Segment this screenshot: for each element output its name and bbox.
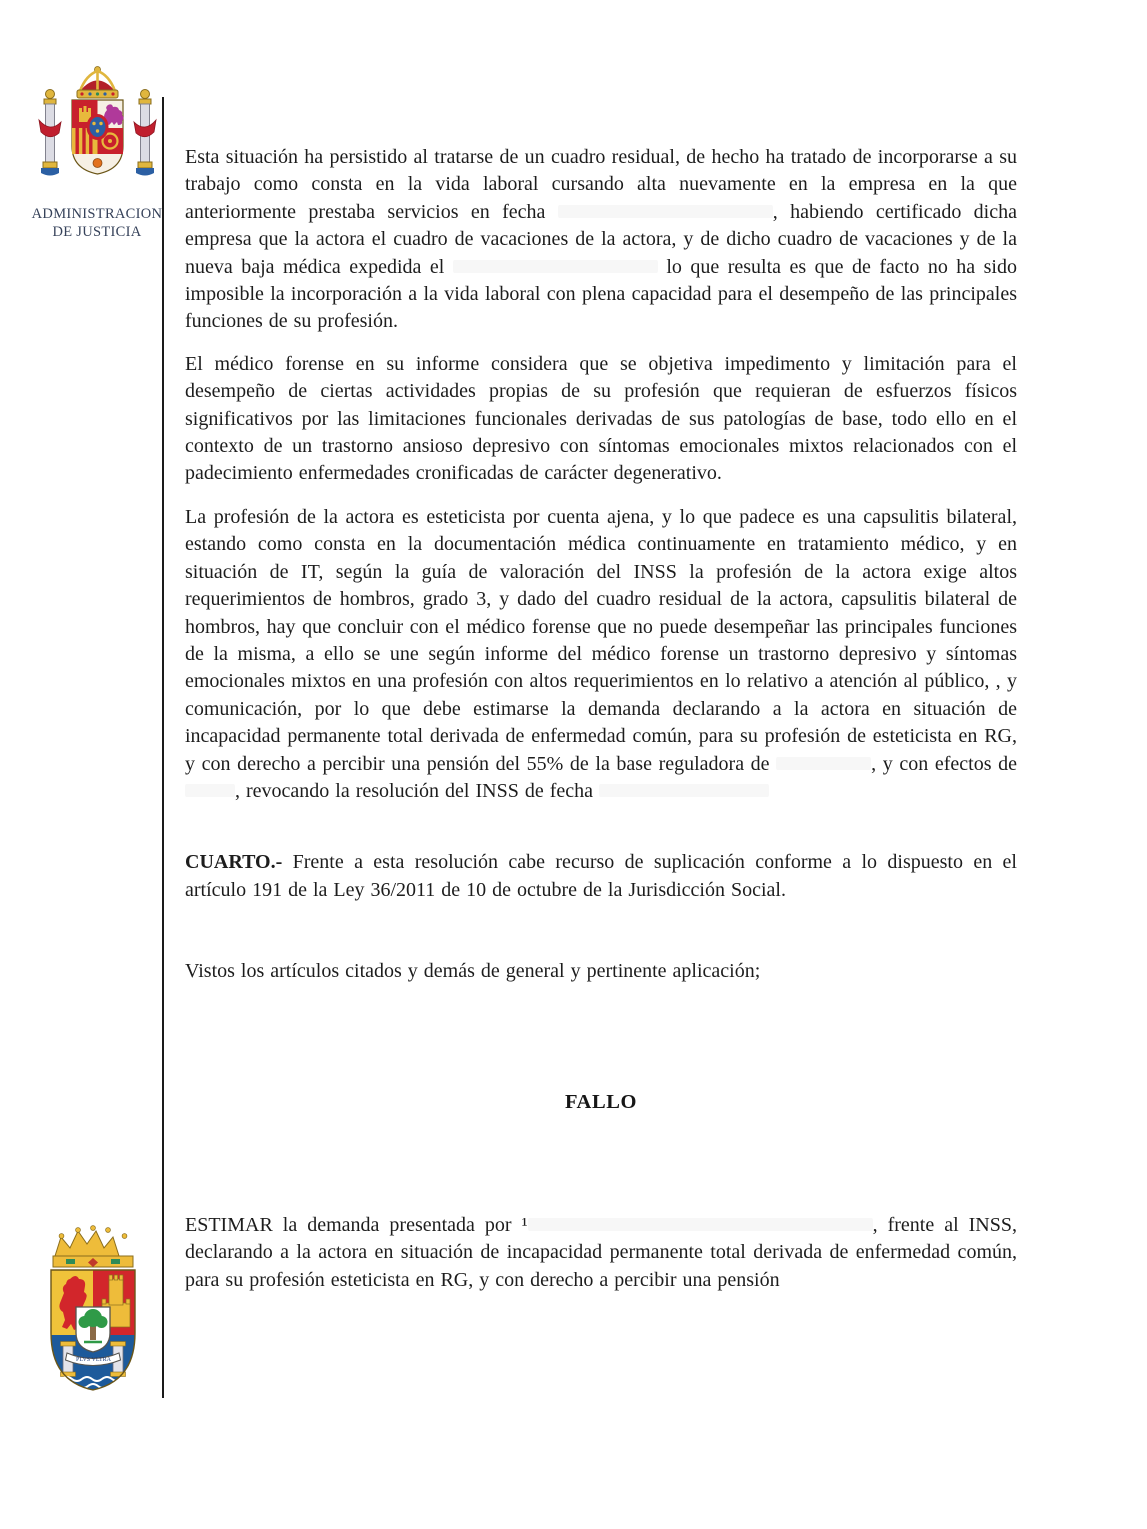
administracion-de-justicia-emblem bbox=[31, 64, 163, 241]
shield-icon bbox=[51, 1270, 135, 1390]
tree-inset-icon bbox=[76, 1307, 110, 1352]
redacted-text bbox=[453, 260, 658, 273]
redacted-text bbox=[185, 784, 235, 797]
paragraph-cuarto: CUARTO.- Frente a esta resolución cabe recurso de suplicación conforme a lo dispuesto en el artículo 191 de la Ley 36/2011 de 10 de octubre de la Jurisdicción Social. bbox=[185, 851, 1017, 901]
fallo-heading: FALLO bbox=[564, 1090, 638, 1113]
extremadura-emblem bbox=[40, 1223, 146, 1397]
pillar-left-icon bbox=[39, 90, 61, 176]
paragraph-medico-forense: El médico forense en su informe considera que se objetiva impedimento y limitación para el desempeño de ciertas actividades propias de su profesión que requieran de esfuerzos físicos significativos por las limitaciones funcionales derivadas de sus patologías de base, todo ello en el contexto de un trastorno ansioso depresivo con síntomas emocionales mixtos relacionados con el padecimiento enfermedades cronificadas de carácter degenerativo. bbox=[185, 352, 1017, 485]
paragraph-profesion: La profesión de la actora es esteticista por cuenta ajena, y lo que padece es una capsulitis bilateral, estando como consta en la documentación médica continuamente en tratamiento médico, y en situación de IT, según la guía de valoración del INSS la profesión de la actora exige altos requerimientos de hombros, grado 3, y dado del cuadro residual de la actora, capsulitis bilateral de hombros, hay que concluir con el médico forense que no puede desempeñar las principales funciones de la misma, a ello se une según informe del médico forense un trastorno depresivo y síntomas emocionales mixtos en una profesión con altos requerimientos en lo relativo a atención al público, , y comunicación, por lo que debe estimarse la demanda declarando a la actora en situación de incapacidad permanente total derivada de enfermedad común, para su profesión de esteticista en RG, y con derecho a percibir una pensión del 55% de la base reguladora de , y con efectos de , revocando la resolución del INSS de fecha bbox=[185, 505, 1017, 802]
redacted-text bbox=[528, 1218, 873, 1231]
paragraph-vistos: Vistos los artículos citados y demás de general y pertinente aplicación; bbox=[185, 960, 761, 983]
bold-run: CUARTO.- bbox=[185, 851, 283, 874]
redacted-text bbox=[558, 205, 773, 218]
paragraph-situacion: Esta situación ha persistido al tratarse de un cuadro residual, de hecho ha tratado de incorporarse a su trabajo como consta en la vida laboral cursando alta nuevamente en la empresa en la que anteriormente prestaba servicios en fecha , habiendo certificado dicha empresa que la actora el cuadro de vacaciones de la actora, y de dicho cuadro de vacaciones y de la nueva baja médica expedida el lo que resulta es que de facto no ha sido imposible la incorporación a la vida laboral con plena capacidad para el desempeño de las principales funciones de su profesión. bbox=[185, 146, 1017, 333]
caption-line-1: ADMINISTRACION bbox=[31, 206, 163, 222]
pomegranate-icon bbox=[93, 159, 102, 168]
redacted-text bbox=[776, 757, 871, 770]
shield-icon bbox=[72, 100, 124, 174]
caption-line-2: DE JUSTICIA bbox=[52, 223, 142, 240]
paragraph-estimar: ESTIMAR la demanda presentada por ¹ , frente al INSS, declarando a la actora en situación de incapacidad permanente total derivada de enfermedad común, para su profesión esteticista en RG, y con derecho a percibir una pensión bbox=[185, 1213, 1017, 1291]
crown-icon bbox=[53, 1226, 133, 1267]
motto-text: PLVS VLTRA bbox=[76, 1356, 111, 1363]
redacted-text bbox=[599, 784, 769, 797]
administracion-de-justicia-label bbox=[31, 206, 163, 241]
margin-rule bbox=[162, 97, 164, 1398]
extremadura-coat-of-arms-icon bbox=[40, 1223, 146, 1397]
royal-crown-icon bbox=[77, 67, 118, 99]
spain-coat-of-arms-icon bbox=[35, 64, 160, 204]
document-body bbox=[185, 144, 1017, 1294]
pillar-right-icon bbox=[134, 90, 156, 176]
